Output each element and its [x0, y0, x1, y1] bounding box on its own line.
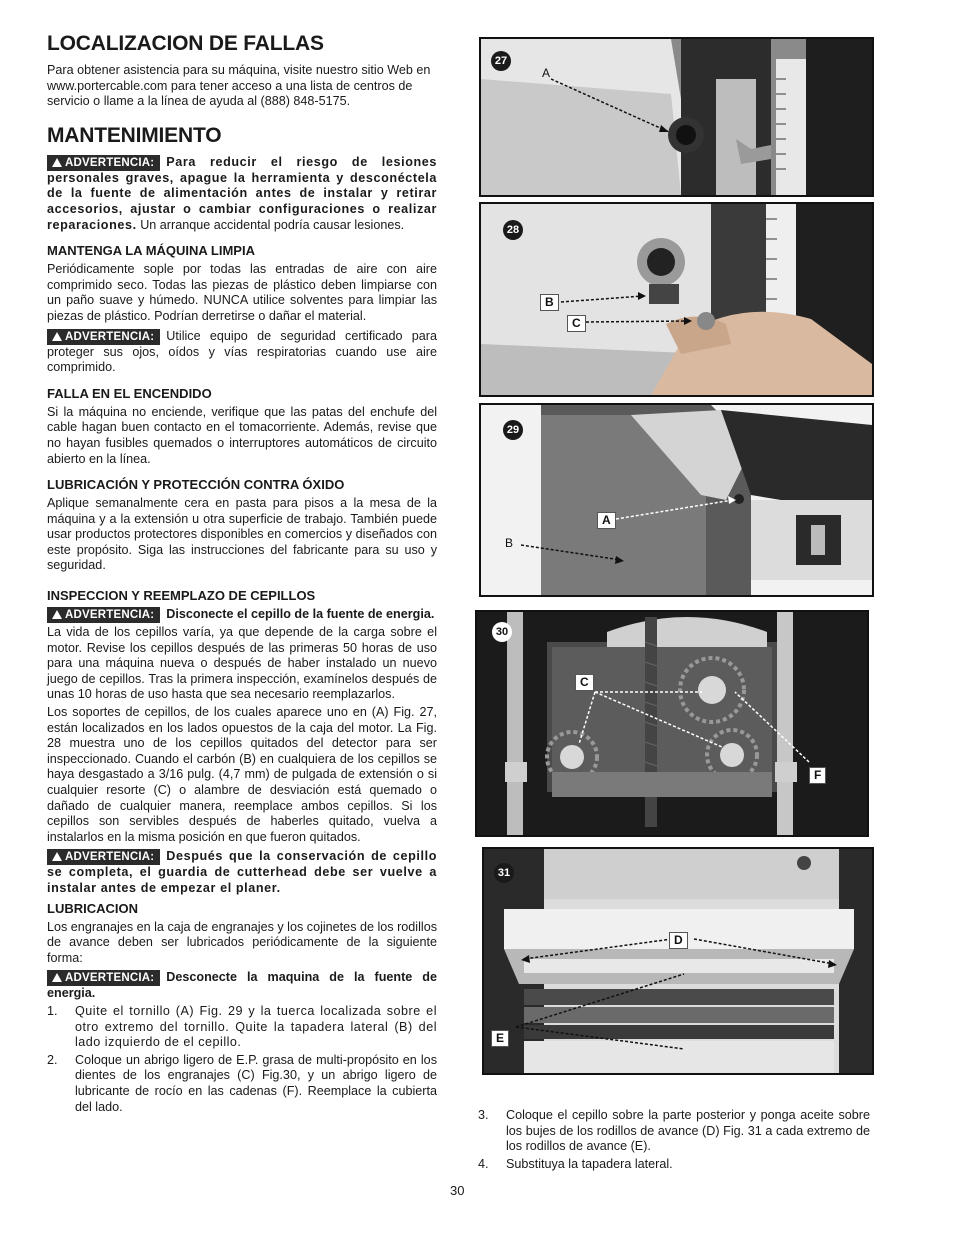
callout-label: D [669, 932, 688, 949]
figure-30-illustration [477, 612, 867, 835]
figure-number-badge: 31 [494, 863, 514, 883]
warning-triangle-icon [52, 332, 62, 341]
clean-body: Periódicamente sople por todas las entradas de aire con aire comprimido seco. Todas las piezas de plástico deben limpiarse con un paño suave y húmedo. NUNCA utilice solventes para limpiar las piezas de plástico. Podrían derretirse o dañar el material. [47, 262, 437, 323]
list-item: 2. Coloque un abrigo ligero de E.P. grasa de multi-propósito en los dientes de los engranajes (C) Fig.30, y un abrigo ligero de lubricante de rocío en las cadenas (F). Reemplace la cubierta del lado. [47, 1052, 437, 1114]
callout-label: C [567, 315, 586, 332]
troubleshooting-body: Para obtener asistencia para su máquina, visite nuestro sitio Web en www.portercable.com para tener acceso a una lista de centros de servicio o llame a la línea de ayuda al (888) 848-5175. [47, 63, 431, 109]
lube-steps-left [47, 1004, 437, 1115]
warning-triangle-icon [52, 852, 62, 861]
troubleshooting-title: LOCALIZACION DE FALLAS [47, 32, 324, 55]
maintenance-title: MANTENIMIENTO [47, 123, 222, 147]
warning-triangle-icon [52, 973, 62, 982]
brushes-warning-2-text: Después que la conservación de cepillo se completa, el guardia de cutterhead debe ser vuelve a instalar antes de empezar el planer. [47, 849, 437, 895]
warning-badge: ADVERTENCIA: [47, 849, 160, 865]
warning-badge: ADVERTENCIA: [47, 970, 160, 986]
rust-body: Aplique semanalmente cera en pasta para pisos a la mesa de la máquina y a la extensión u otra superficie de trabajo. También puede usar productos protectores disponibles en comercios y diseñados con este propósito. Siga las instrucciones del fabricante para su uso y seguridad. [47, 496, 437, 573]
callout-label: F [809, 767, 826, 784]
figure-29 [479, 403, 874, 597]
callout-label: C [575, 674, 594, 691]
lube-warning [47, 970, 437, 1002]
figure-number-badge: 29 [503, 420, 523, 440]
lube-body: Los engranajes en la caja de engranajes y los cojinetes de los rodillos de avance deben ser lubricados periódicamente de la siguiente forma: [47, 919, 437, 965]
callout-label: E [491, 1030, 509, 1047]
brushes-warning-2 [47, 849, 437, 896]
list-item: 1. Quite el tornillo (A) Fig. 29 y la tuerca localizada sobre el otro extremo del tornillo. Quite la tapadera lateral (B) del lado izquierdo de el cepillo. [47, 1003, 437, 1050]
brushes-heading: INSPECCION Y REEMPLAZO DE CEPILLOS [47, 588, 316, 604]
figure-number-badge: 30 [492, 622, 512, 642]
clean-heading: MANTENGA LA MÁQUINA LIMPIA [47, 243, 255, 259]
brushes-warning [47, 607, 437, 623]
left-column [47, 32, 437, 1117]
callout-label: B [540, 294, 559, 311]
warning-triangle-icon [52, 158, 62, 167]
figure-29-illustration [481, 405, 872, 595]
callout-label: A [597, 512, 616, 529]
warning-triangle-icon [52, 610, 62, 619]
figure-30 [475, 610, 869, 837]
callout-label: B [505, 536, 514, 550]
lube-steps-right [478, 1108, 870, 1172]
figure-27 [479, 37, 874, 197]
brushes-body-2: Los soportes de cepillos, de los cuales aparece uno en (A) Fig. 27, están localizados en los lados opuestos de la caja del motor. La Fig. 28 muestra uno de los cepillos quitados del detector para ser inspeccionado. Cuando el carbón (B) en cualquiera de los cepillos se haya desgastado a 3/16 pulg. (4,7 mm) de pulgada de extensión o si cualquier resorte (C) o alambre de desviación está quemado o dañado de cualquier manera, reemplace ambos cepillos. Si los cepillos son servibles después de haberles quitado, vuelva a instalarlos en la misma posición en que fueron quitados. [47, 705, 437, 844]
page-number: 30 [450, 1183, 465, 1198]
lube-warning-text: Desconecte la maquina de la fuente de energia. [47, 970, 437, 1001]
startup-body: Si la máquina no enciende, verifique que las patas del enchufe del cable hagan buen contacto en el tomacorriente. Además, revise que no hayan fusibles quemados o interruptores automáticos de circuito abierto en la línea. [47, 404, 437, 466]
figure-28 [479, 202, 874, 397]
list-item: 4. Substituya la tapadera lateral. [478, 1156, 673, 1171]
warning-rest-text: Un arranque accidental podría causar lesiones. [136, 217, 405, 232]
startup-heading: FALLA EN EL ENCENDIDO [47, 385, 212, 401]
figure-number-badge: 28 [503, 220, 523, 240]
callout-label: A [542, 66, 551, 80]
figure-27-illustration [481, 39, 872, 195]
maintenance-warning [47, 155, 437, 233]
figure-31 [482, 847, 874, 1075]
warning-bold-text: Para reducir el riesgo de lesiones personales graves, apague la herramienta y desconéctela de la fuente de alimentación antes de instalar y retirar accesorios, ajustar o cambiar configuraciones o realizar reparaciones. [47, 154, 437, 232]
figure-31-illustration [484, 849, 872, 1073]
lube-heading: LUBRICACION [47, 900, 138, 916]
clean-warning [47, 329, 437, 376]
brushes-warning-text: Disconecte el cepillo de la fuente de energia. [166, 607, 435, 622]
warning-badge: ADVERTENCIA: [47, 155, 160, 171]
list-item: 3. Coloque el cepillo sobre la parte posterior y ponga aceite sobre los bujes de los rodillos de avance (D) Fig. 31 a cada extremo de los rodillos de avance (E). [478, 1108, 870, 1154]
right-column-steps [478, 1108, 870, 1174]
figure-number-badge: 27 [491, 51, 511, 71]
warning-badge: ADVERTENCIA: [47, 329, 160, 345]
rust-heading: LUBRICACIÓN Y PROTECCIÓN CONTRA ÓXIDO [47, 477, 345, 493]
brushes-body-1: La vida de los cepillos varía, ya que depende de la carga sobre el motor. Revise los cepillos después de las primeras 50 horas de uso para una máquina nueva o después de haber instalado un nuevo juego de cepillos. Tras la primera inspección, examínelos después de unas 10 horas de uso hasta que sea necesario reemplazarlos. [47, 625, 437, 702]
clean-warning-text: Utilice equipo de seguridad certificado para proteger sus ojos, oídos y vías respiratorias cuando use aire comprimido. [47, 328, 437, 375]
warning-badge: ADVERTENCIA: [47, 607, 160, 623]
